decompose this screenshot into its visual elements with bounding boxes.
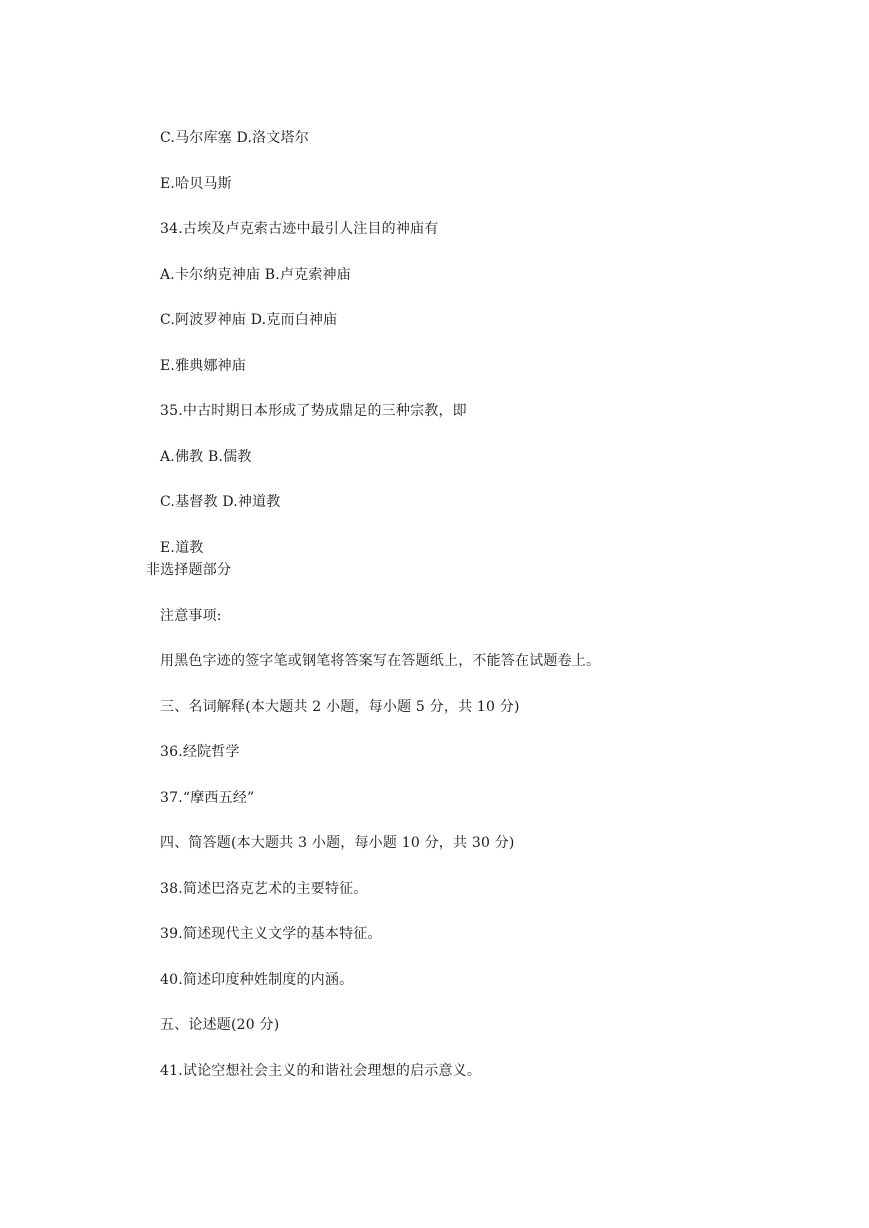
q41: 41.试论空想社会主义的和谐社会理想的启示意义。 (160, 1063, 482, 1079)
q33-option-e: E.哈贝马斯 (160, 176, 232, 192)
section4-heading: 四、简答题(本大题共 3 小题，每小题 10 分，共 30 分) (160, 835, 515, 851)
notice-text: 用黑色字迹的签字笔或钢笔将答案写在答题纸上，不能答在试题卷上。 (160, 653, 601, 669)
section5-heading: 五、论述题(20 分) (160, 1017, 280, 1033)
q40: 40.简述印度种姓制度的内涵。 (160, 972, 354, 988)
q37: 37.“摩西五经” (160, 790, 255, 806)
q34-options-cd: C.阿波罗神庙 D.克而白神庙 (160, 312, 338, 328)
part2-heading: 非选择题部分 (146, 562, 232, 578)
q39: 39.简述现代主义文学的基本特征。 (160, 926, 382, 942)
q35-options-cd: C.基督教 D.神道教 (160, 494, 281, 510)
section3-heading: 三、名词解释(本大题共 2 小题，每小题 5 分，共 10 分) (160, 699, 520, 715)
notice-title: 注意事项: (160, 608, 222, 624)
q34-stem: 34.古埃及卢克索古迹中最引人注目的神庙有 (160, 221, 439, 237)
q34-option-e: E.雅典娜神庙 (160, 358, 247, 374)
q34-options-ab: A.卡尔纳克神庙 B.卢克索神庙 (160, 267, 351, 283)
q36: 36.经院哲学 (160, 744, 240, 760)
q35-options-ab: A.佛教 B.儒教 (160, 449, 252, 465)
q35-option-e: E.道教 (160, 540, 204, 556)
q38: 38.简述巴洛克艺术的主要特征。 (160, 881, 368, 897)
q35-stem: 35.中古时期日本形成了势成鼎足的三种宗教，即 (160, 403, 467, 419)
q33-options-cd: C.马尔库塞 D.洛文塔尔 (160, 130, 309, 146)
